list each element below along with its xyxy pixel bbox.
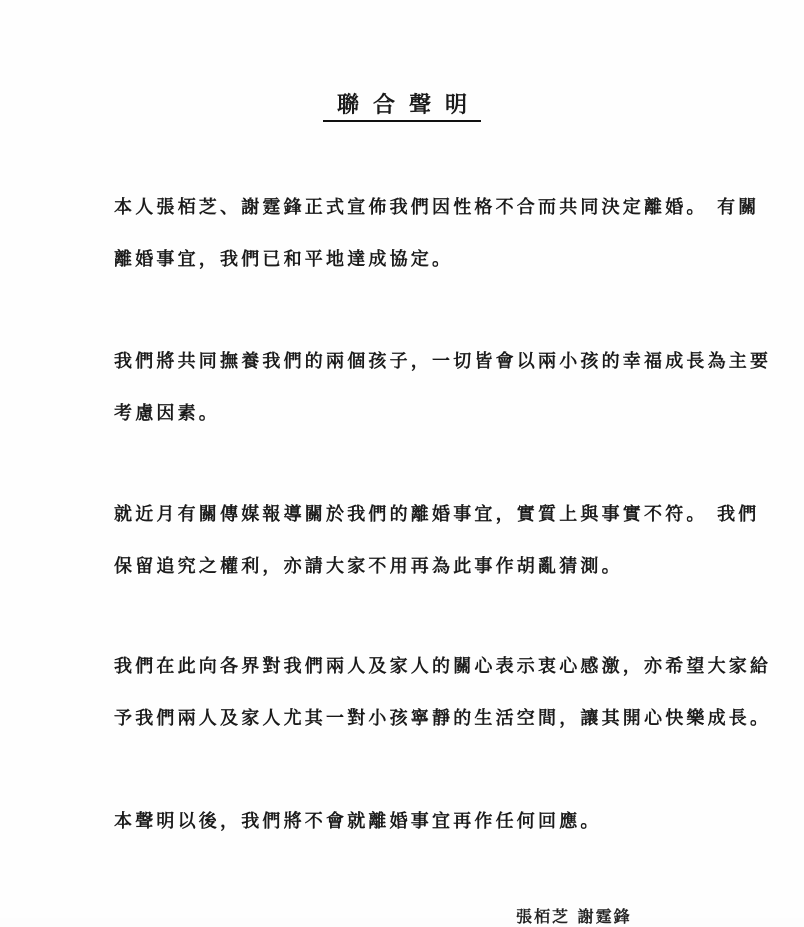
paragraph-line: 予我們兩人及家人尤其一對小孩寧靜的生活空間，讓其開心快樂成長。 — [114, 708, 772, 729]
paragraph-1 — [114, 182, 760, 286]
paragraph-line: 我們將共同撫養我們的兩個孩子，一切皆會以兩小孩的幸福成長為主要 — [114, 351, 772, 372]
paragraph-line: 本聲明以後，我們將不會就離婚事宜再作任何回應。 — [114, 811, 602, 832]
paragraph-line: 保留追究之權利，亦請大家不用再為此事作胡亂猜測。 — [114, 556, 623, 577]
paragraph-4 — [114, 641, 772, 745]
paragraph-2 — [114, 336, 772, 440]
document-title — [0, 90, 804, 122]
paragraph-5 — [114, 796, 724, 848]
signature-block: 張栢芝 謝霆鋒 — [516, 907, 632, 926]
paragraph-3 — [114, 489, 760, 593]
title-text: 聯合聲明 — [323, 90, 481, 122]
paragraph-line: 我們在此向各界對我們兩人及家人的關心表示衷心感激，亦希望大家給 — [114, 656, 772, 677]
paragraph-line: 考慮因素。 — [114, 403, 220, 424]
paragraph-line: 本人張栢芝、謝霆鋒正式宣佈我們因性格不合而共同決定離婚。 有關 — [114, 197, 760, 218]
paragraph-line: 就近月有關傳媒報導關於我們的離婚事宜，實質上與事實不符。 我們 — [114, 504, 760, 525]
paragraph-line: 離婚事宜，我們已和平地達成協定。 — [114, 249, 454, 270]
